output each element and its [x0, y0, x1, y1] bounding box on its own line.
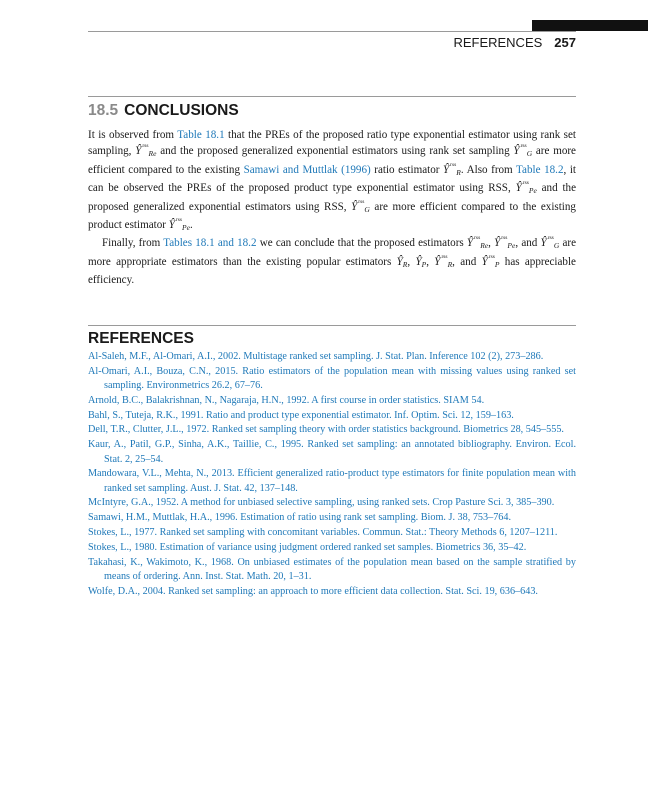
- reference-item[interactable]: Takahasi, K., Wakimoto, K., 1968. On unbiased estimates of the population mean based on the sample stratified by means of ordering. Ann. Inst. Stat. Math. 20, 1–31.: [88, 556, 576, 582]
- table-link[interactable]: Table 18.2: [516, 163, 564, 176]
- running-head: [453, 35, 576, 50]
- page-number: 257: [554, 35, 576, 50]
- table-link[interactable]: Table 18.1: [177, 129, 225, 141]
- header-rule: [88, 31, 576, 32]
- conclusions-paragraph-1: It is observed from Table 18.1 that the PREs of the proposed ratio type exponential estimator using rank set sampling, $Ŷ^{rss}Re$ and the proposed generalized exponential estimators using rank set sampling $Ŷ^{rss}G$ are more efficient compared to the existing Samawi and Muttlak (1996) ratio estimator $Ŷ^{rss}R$. Also from Table 18.2, it can be observed the PREs of the proposed product type exponential estimator using RSS, $Ŷ^{rss}Pe$ and the proposed generalized exponential estimators using RSS, $Ŷ^{rss}G$ are more efficient compared to the existing product estimator $Ŷ^{rss}Pe$.: [88, 129, 576, 233]
- running-head-title: REFERENCES: [453, 35, 543, 50]
- estimator-symbol: $Ŷ^{rss}R$: [443, 161, 461, 177]
- reference-item[interactable]: Arnold, B.C., Balakrishnan, N., Nagaraja, H.N., 1992. A first course in order statistics. SIAM 54.: [88, 394, 485, 406]
- reference-item[interactable]: Stokes, L., 1977. Ranked set sampling with concomitant variables. Commun. Stat.: Theory Methods 6, 1207–1211.: [88, 527, 558, 539]
- reference-item[interactable]: Al-Saleh, M.F., Al-Omari, A.I., 2002. Multistage ranked set sampling. J. Stat. Plan. Inference 102 (2), 273–286.: [88, 351, 544, 362]
- section-heading: [88, 102, 239, 120]
- estimator-symbol: $Ŷ^{rss}R$: [434, 253, 453, 269]
- estimator-symbol: ŶR: [396, 255, 408, 269]
- citation-link[interactable]: Samawi and Muttlak (1996): [243, 163, 371, 176]
- reference-item[interactable]: McIntyre, G.A., 1952. A method for unbiased selective sampling, using ranked sets. Crop Pasture Sci. 3, 385–390.: [88, 497, 555, 509]
- reference-item[interactable]: Dell, T.R., Clutter, J.L., 1972. Ranked set sampling theory with order statistics background. Biometrics 28, 545–555.: [88, 424, 564, 436]
- reference-item[interactable]: Al-Omari, A.I., Bouza, C.N., 2015. Ratio estimators of the population mean with missing values using ranked set sampling. Environmetrics 26.2, 67–76.: [88, 365, 576, 392]
- reference-list: [88, 350, 576, 600]
- page-corner-bar: [532, 20, 648, 31]
- estimator-symbol: $Ŷ^{rss}Pe$: [168, 217, 190, 233]
- estimator-symbol: $Ŷ^{rss}G$: [513, 143, 533, 159]
- estimator-symbol: $Ŷ^{rss}Re$: [135, 143, 157, 159]
- tables-link[interactable]: Tables 18.1 and 18.2: [163, 237, 257, 250]
- conclusions-paragraph-2: Finally, from Tables 18.1 and 18.2 we can conclude that the proposed estimators $Ŷ^{rss}Re$, $Ŷ^{rss}Pe$, and $Ŷ^{rss}G$ are more appropriate estimators than the existing popular estimators ŶR, ŶP, $Ŷ^{rss}R$, and $Ŷ^{rss}P$ has appreciable efficiency.: [88, 235, 576, 287]
- section-title: CONCLUSIONS: [124, 102, 239, 119]
- reference-item[interactable]: Mandowara, V.L., Mehta, N., 2013. Efficient generalized ratio-product type estimators for finite population mean with ranked set sampling. Aust. J. Stat. 42, 137–148.: [88, 468, 576, 494]
- reference-item[interactable]: Samawi, H.M., Muttlak, H.A., 1996. Estimation of ratio using rank set sampling. Biom. J. 38, 753–764.: [88, 512, 512, 524]
- references-heading: REFERENCES: [88, 330, 194, 347]
- estimator-symbol: $Ŷ^{rss}G$: [351, 198, 370, 214]
- reference-item[interactable]: Bahl, S., Tuteja, R.K., 1991. Ratio and product type exponential estimator. Inf. Optim. Sci. 12, 159–163.: [88, 409, 514, 421]
- estimator-symbol: $Ŷ^{rss}Pe$: [494, 235, 516, 251]
- section-number: 18.5: [88, 102, 119, 119]
- estimator-symbol: $Ŷ^{rss}P$: [481, 253, 500, 269]
- estimator-symbol: $Ŷ^{rss}Re$: [466, 235, 489, 251]
- reference-item[interactable]: Kaur, A., Patil, G.P., Sinha, A.K., Taillie, C., 1995. Ranked set sampling: an annotated bibliography. Environ. Ecol. Stat. 2, 25–54.: [88, 439, 576, 465]
- estimator-symbol: $Ŷ^{rss}G$: [540, 235, 560, 251]
- estimator-symbol: ŶP: [415, 255, 427, 269]
- estimator-symbol: $Ŷ^{rss}Pe$: [515, 180, 537, 196]
- section-rule: [88, 325, 576, 326]
- section-rule: [88, 96, 576, 97]
- reference-item[interactable]: Wolfe, D.A., 2004. Ranked set sampling: an approach to more efficient data collection. Stat. Sci. 19, 636–643.: [88, 585, 538, 597]
- reference-item[interactable]: Stokes, L., 1980. Estimation of variance using judgment ordered ranked set samples. Biometrics 36, 35–42.: [88, 541, 527, 553]
- conclusions-body: [88, 127, 576, 289]
